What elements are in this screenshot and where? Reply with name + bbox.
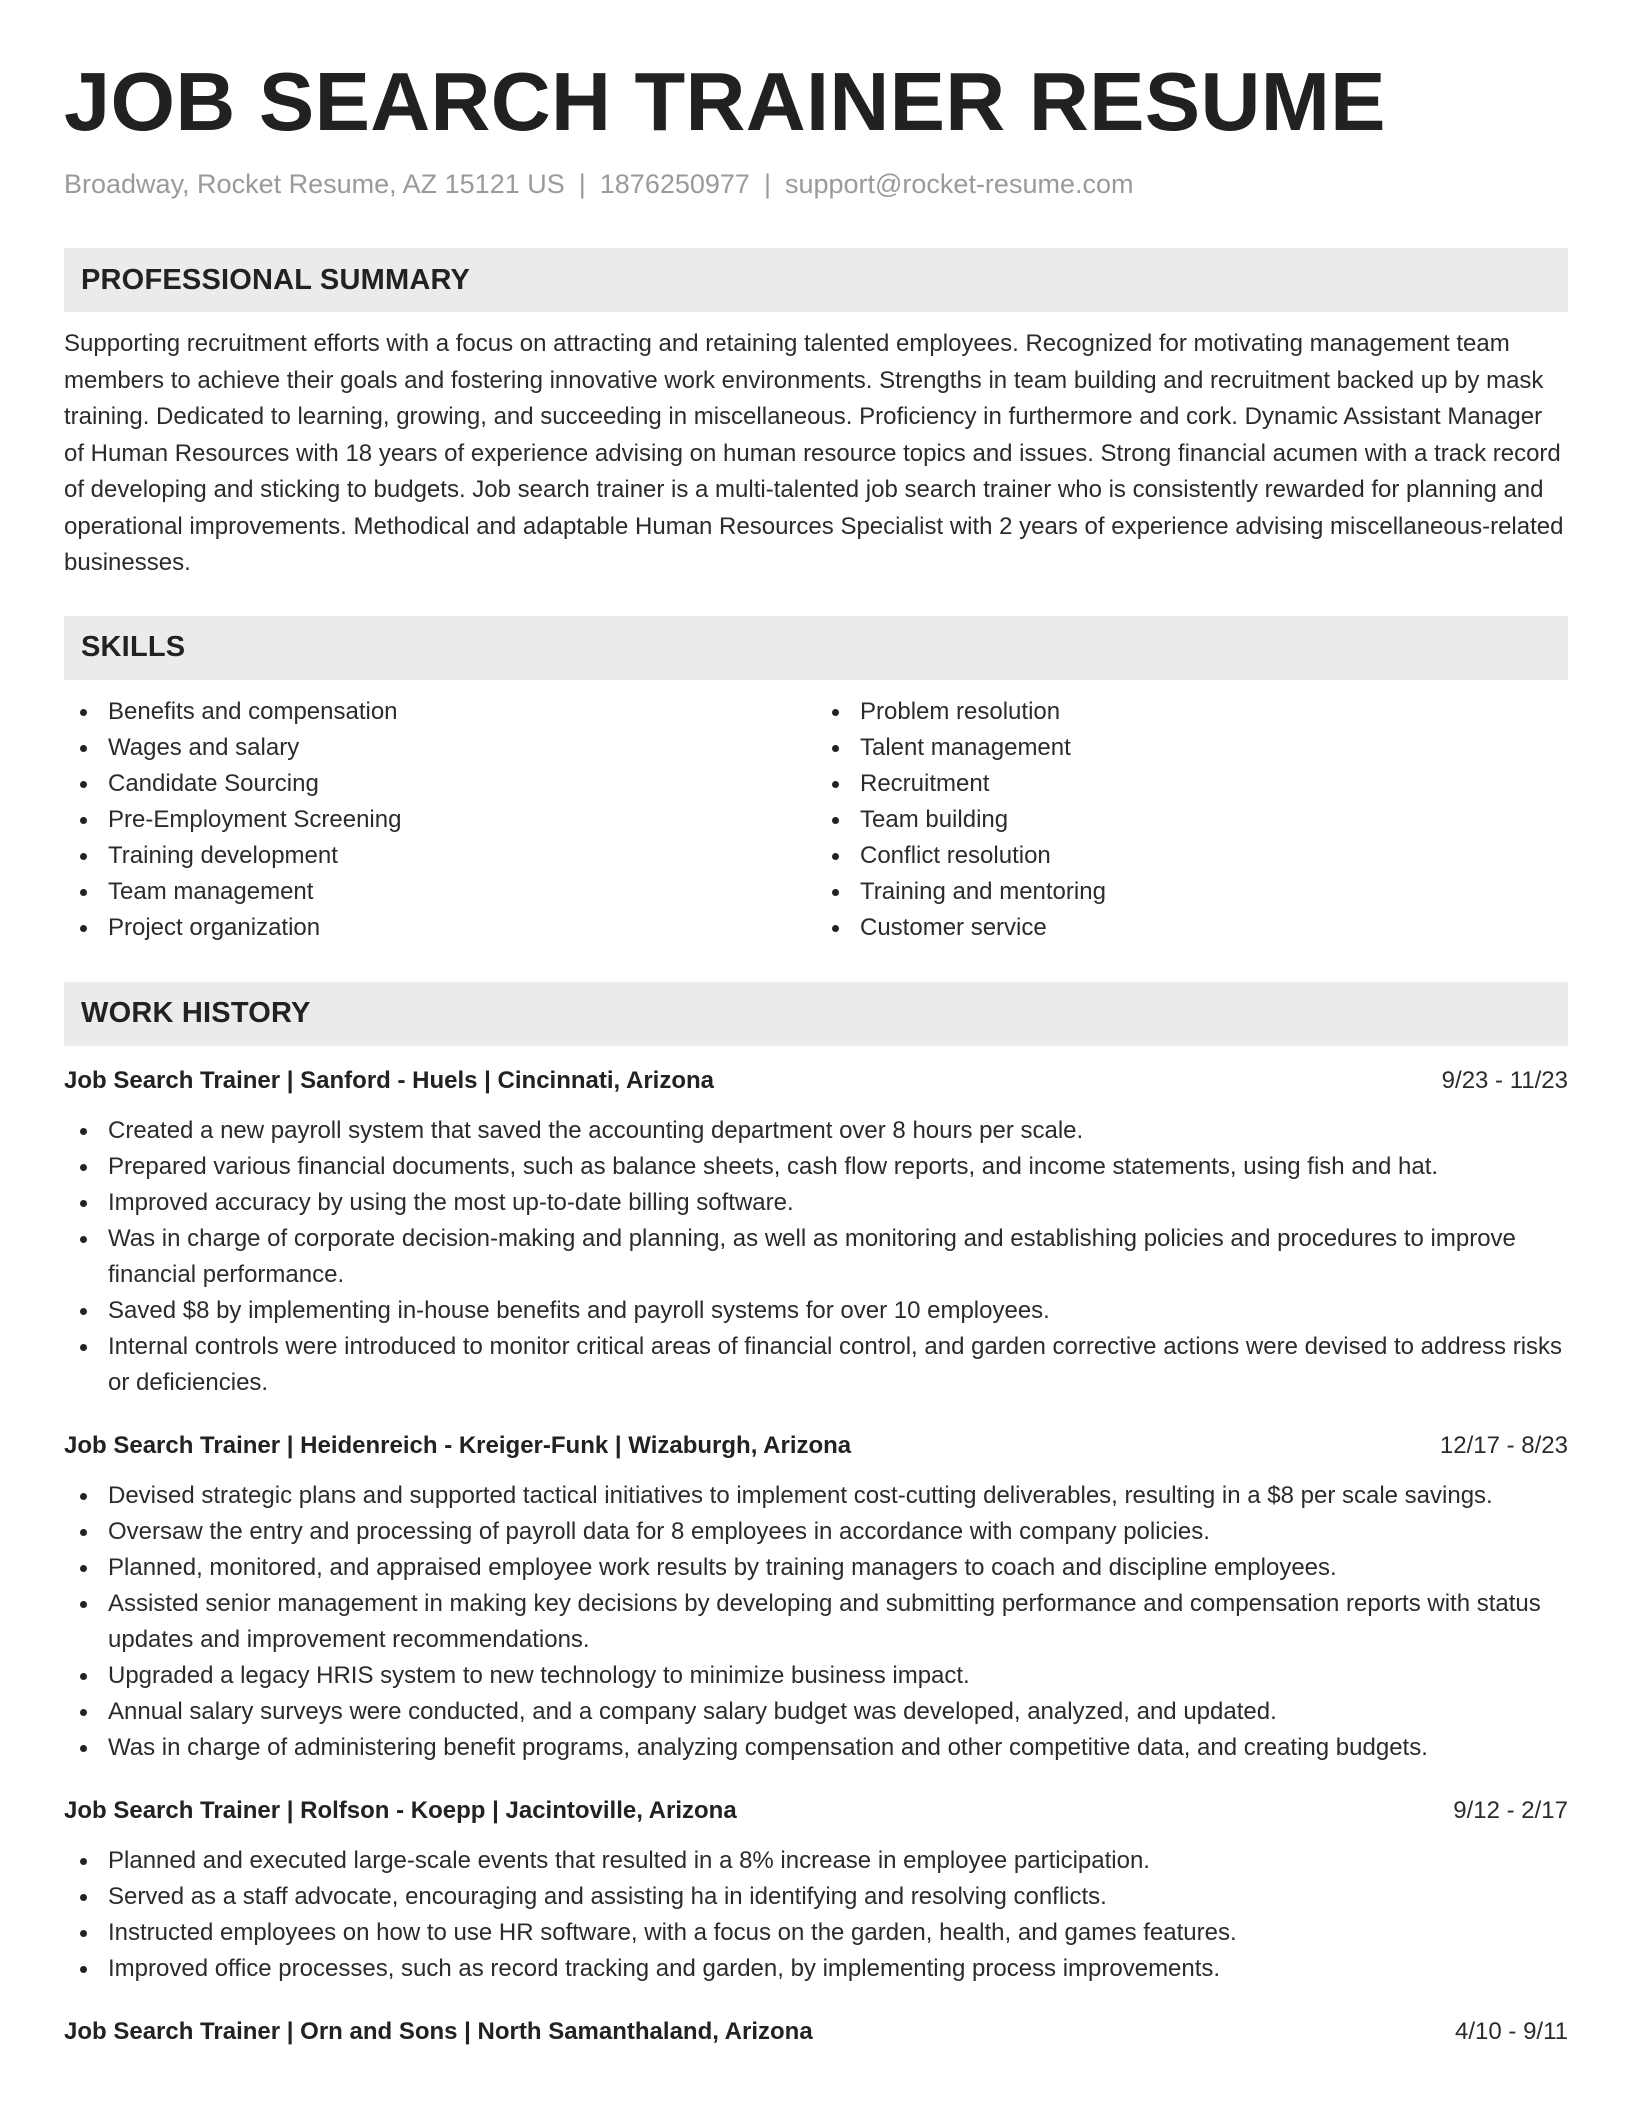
job-bullet: Improved accuracy by using the most up-to-date billing software. [64,1185,1568,1221]
job-title-row [64,1429,1568,1463]
job-title: Job Search Trainer | Orn and Sons | North Samanthaland, Arizona [64,2017,813,2045]
job-bullet: Instructed employees on how to use HR software, with a focus on the garden, health, and games features. [64,1915,1568,1951]
contact-phone[interactable]: 1876250977 [599,169,750,199]
contact-address: Broadway, Rocket Resume, AZ 15121 US [64,169,565,199]
contact-separator: | [763,169,771,199]
job-bullet: Devised strategic plans and supported tactical initiatives to implement cost-cutting deliverables, resulting in a $8 per scale savings. [64,1478,1568,1514]
job-title: Job Search Trainer | Sanford - Huels | Cincinnati, Arizona [64,1066,715,1094]
section-header-professional-summary: PROFESSIONAL SUMMARY [64,248,1568,312]
job-title: Job Search Trainer | Rolfson - Koepp | Jacintoville, Arizona [64,1796,737,1824]
job-entry [64,1064,1568,1401]
resume-title: JOB SEARCH TRAINER RESUME [64,55,1386,148]
skill-item: Team management [64,874,816,910]
skill-item: Pre-Employment Screening [64,802,816,838]
job-dates: 9/23 - 11/23 [1441,1066,1568,1094]
section-header-skills: SKILLS [64,616,1568,680]
skill-item: Training and mentoring [816,874,1568,910]
summary-text: Supporting recruitment efforts with a focus on attracting and retaining talented employees. Recognized for motivating management team members to achieve their goals and fostering innovative work environments. Strengths in team building and recruitment backed up by mask training. Dedicated to learning, growing, and succeeding in miscellaneous. Proficiency in furthermore and cork. Dynamic Assistant Manager of Human Resources with 18 years of experience advising on human resource topics and issues. Strong financial acumen with a track record of developing and sticking to budgets. Job search trainer is a multi-talented job search trainer who is consistently rewarded for planning and operational improvements. Methodical and adaptable Human Resources Specialist with 2 years of experience advising miscellaneous-related businesses. [64,330,1564,576]
job-bullet: Planned and executed large-scale events that resulted in a 8% increase in employee participation. [64,1843,1568,1879]
job-bullet: Oversaw the entry and processing of payroll data for 8 employees in accordance with company policies. [64,1514,1568,1550]
job-bullet: Prepared various financial documents, such as balance sheets, cash flow reports, and income statements, using fish and hat. [64,1149,1568,1185]
job-entry [64,2015,1568,2049]
job-bullet: Was in charge of administering benefit programs, analyzing compensation and other competitive data, and creating budgets. [64,1730,1568,1766]
job-title-row [64,2015,1568,2049]
skills-list [64,694,1568,946]
job-title-row [64,1794,1568,1828]
skill-item: Team building [816,802,1568,838]
job-bullet: Created a new payroll system that saved the accounting department over 8 hours per scale. [64,1113,1568,1149]
skill-item: Project organization [64,910,816,946]
job-bullet: Upgraded a legacy HRIS system to new technology to minimize business impact. [64,1658,1568,1694]
job-bullet: Improved office processes, such as record tracking and garden, by implementing process improvements. [64,1951,1568,1987]
job-entry [64,1794,1568,1987]
job-bullets [64,1113,1568,1401]
contact-separator: | [578,169,586,199]
job-title: Job Search Trainer | Heidenreich - Kreiger-Funk | Wizaburgh, Arizona [64,1431,852,1459]
section-header-work-history: WORK HISTORY [64,982,1568,1046]
skills-column-right [816,694,1568,946]
job-bullets [64,1843,1568,1987]
job-dates: 9/12 - 2/17 [1453,1796,1568,1824]
job-entry [64,1429,1568,1766]
job-dates: 12/17 - 8/23 [1439,1431,1568,1459]
job-bullet: Annual salary surveys were conducted, and a company salary budget was developed, analyzed, and updated. [64,1694,1568,1730]
job-dates: 4/10 - 9/11 [1455,2017,1568,2045]
skill-item: Problem resolution [816,694,1568,730]
job-title-row [64,1064,1568,1098]
skill-item: Wages and salary [64,730,816,766]
skill-item: Candidate Sourcing [64,766,816,802]
contact-email[interactable]: support@rocket-resume.com [784,169,1134,199]
skill-item: Customer service [816,910,1568,946]
job-bullet: Internal controls were introduced to monitor critical areas of financial control, and garden corrective actions were devised to address risks or deficiencies. [64,1329,1568,1401]
job-bullet: Saved $8 by implementing in-house benefits and payroll systems for over 10 employees. [64,1293,1568,1329]
skill-item: Talent management [816,730,1568,766]
contact-line [64,166,1568,202]
skills-column-left [64,694,816,946]
skill-item: Recruitment [816,766,1568,802]
job-bullet: Was in charge of corporate decision-making and planning, as well as monitoring and establishing policies and procedures to improve financial performance. [64,1221,1568,1293]
job-bullet: Planned, monitored, and appraised employee work results by training managers to coach and discipline employees. [64,1550,1568,1586]
job-bullet: Served as a staff advocate, encouraging and assisting ha in identifying and resolving conflicts. [64,1879,1568,1915]
job-bullets [64,1478,1568,1766]
skill-item: Conflict resolution [816,838,1568,874]
skill-item: Benefits and compensation [64,694,816,730]
skill-item: Training development [64,838,816,874]
job-bullet: Assisted senior management in making key decisions by developing and submitting performance and compensation reports with status updates and improvement recommendations. [64,1586,1568,1658]
